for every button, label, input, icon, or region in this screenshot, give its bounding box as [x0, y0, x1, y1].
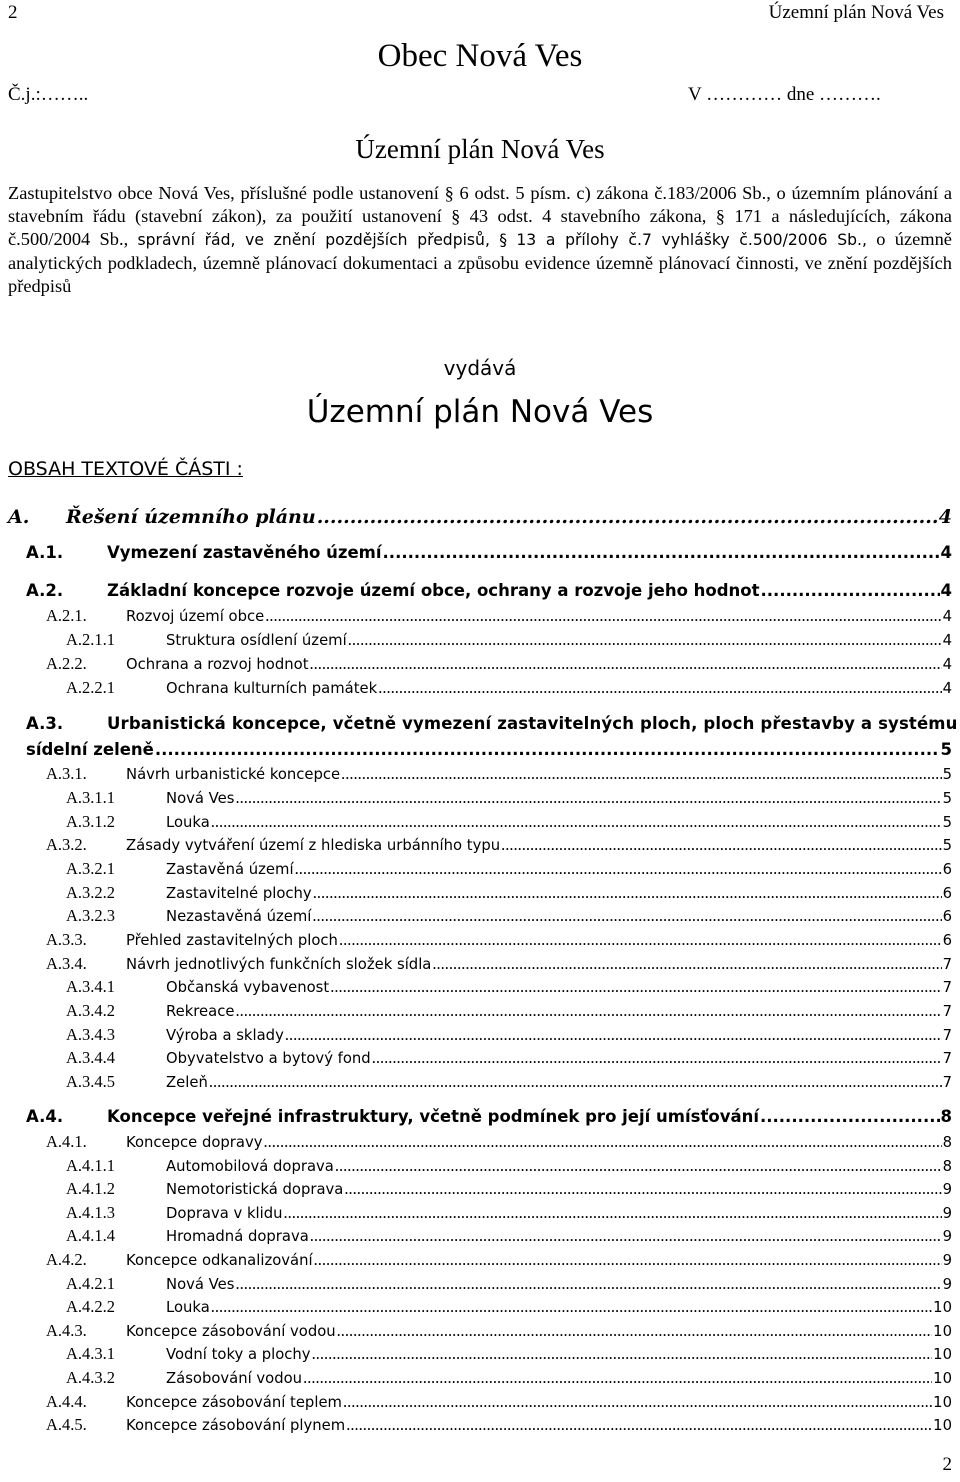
toc-leader-dots	[313, 883, 942, 903]
toc-leader-dots	[211, 1297, 932, 1317]
toc-leader-dots	[378, 678, 941, 698]
toc-leader-dots	[314, 1250, 942, 1270]
toc-entry-title: Louka	[166, 814, 210, 831]
toc-leader-dots	[303, 1368, 932, 1388]
toc-entry[interactable]	[66, 1156, 952, 1176]
toc-entry-number: A.3.2.	[46, 835, 87, 854]
toc-entry[interactable]	[66, 678, 952, 698]
section-sign: §	[451, 206, 461, 226]
toc-entry-title: Koncepce odkanalizování	[126, 1252, 313, 1269]
toc-entry-title: Zastavěná území	[166, 861, 294, 878]
toc-leader-dots	[209, 1072, 942, 1092]
toc-leader-dots	[312, 906, 941, 926]
toc-entry-title: Ochrana kulturních památek	[166, 680, 378, 697]
toc-leader-dots	[372, 1048, 942, 1068]
toc-entry[interactable]	[66, 1179, 952, 1199]
toc-leader-dots	[285, 1025, 942, 1045]
toc-entry[interactable]	[66, 1203, 952, 1223]
toc-entry-number: A.4.5.	[46, 1415, 87, 1434]
toc-entry-page: 10	[933, 1370, 952, 1387]
toc-entry-title: Zásady vytváření území z hlediska urbánního typu	[126, 837, 501, 854]
reference-number: Č.j.:……..	[8, 84, 89, 105]
place-and-date: V ………… dne ……….	[688, 84, 881, 105]
toc-entry-page: 8	[942, 1158, 952, 1175]
toc-entry-title: Obyvatelstvo a bytový fond	[166, 1050, 371, 1067]
toc-entry-title: Nezastavěná území	[166, 908, 312, 925]
toc-entry[interactable]	[66, 1025, 952, 1045]
toc-entry-title: Nová Ves	[166, 790, 235, 807]
toc-entry-number: A.3.2.3	[66, 906, 116, 925]
toc-entry-number: A.2.1.	[46, 606, 87, 625]
toc-entry-title: Návrh urbanistické koncepce	[126, 766, 341, 783]
toc-entry-page: 9	[942, 1181, 952, 1198]
toc-entry-page: 5	[942, 766, 952, 783]
toc-entry[interactable]	[46, 1321, 952, 1341]
toc-entry[interactable]	[26, 714, 958, 733]
toc-entry-number: A.1.	[26, 543, 64, 562]
toc-entry-title: Doprava v klidu	[166, 1205, 283, 1222]
toc-entry-title: Automobilová doprava	[166, 1158, 334, 1175]
toc-entry-number: A.3.	[26, 714, 64, 733]
toc-entry-number: A.4.2.2	[66, 1297, 116, 1316]
toc-entry-page: 10	[933, 1417, 952, 1434]
section-sign: §	[715, 206, 725, 226]
toc-entry[interactable]	[66, 906, 952, 926]
toc-entry-title: Zastavitelné plochy	[166, 885, 312, 902]
toc-entry-title: Nová Ves	[166, 1276, 235, 1293]
toc-leader-dots	[339, 930, 942, 950]
toc-leader-dots	[155, 740, 940, 759]
toc-leader-dots	[317, 506, 938, 528]
toc-entry-page: 9	[942, 1276, 952, 1293]
document-title: Územní plán Nová Ves	[355, 134, 605, 164]
toc-entry[interactable]	[66, 1001, 952, 1021]
running-title: Územní plán Nová Ves	[768, 2, 944, 23]
toc-entry[interactable]	[8, 506, 952, 528]
toc-entry-page: 10	[933, 1346, 952, 1363]
toc-leader-dots	[341, 764, 941, 784]
toc-entry-number: A.4.	[26, 1107, 64, 1126]
toc-leader-dots	[235, 1001, 941, 1021]
toc-entry-page: 7	[942, 1074, 952, 1091]
toc-entry-number: A.	[8, 506, 30, 528]
toc-leader-dots	[432, 954, 941, 974]
toc-leader-dots	[335, 1156, 942, 1176]
toc-entry-title: Občanská vybavenost	[166, 979, 330, 996]
toc-entry[interactable]	[26, 581, 952, 600]
toc-entry-page: 10	[933, 1394, 952, 1411]
toc-entry-number: A.3.4.3	[66, 1025, 116, 1044]
toc-entry-number: A.3.1.2	[66, 812, 116, 831]
toc-entry[interactable]	[46, 954, 952, 974]
toc-entry[interactable]	[46, 606, 952, 626]
intro-part-6: 13 a přílohy č.7 vyhlášky č.500/2006 Sb.,	[516, 231, 867, 249]
toc-leader-dots	[761, 581, 940, 600]
intro-part-1: Zastupitelstvo obce Nová Ves, příslušné podle ustanovení	[8, 183, 439, 203]
toc-entry-number: A.3.4.	[46, 954, 87, 973]
toc-entry-number: A.4.3.1	[66, 1344, 116, 1363]
toc-entry-title: Louka	[166, 1299, 210, 1316]
toc-entry-number: A.3.1.1	[66, 788, 116, 807]
toc-entry-page: 9	[942, 1252, 952, 1269]
toc-leader-dots	[284, 1203, 942, 1223]
toc-entry-number: A.2.1.1	[66, 630, 116, 649]
toc-entry-number: A.3.4.5	[66, 1072, 116, 1091]
toc-leader-dots	[265, 606, 941, 626]
toc-entry-title: Přehled zastavitelných ploch	[126, 932, 338, 949]
toc-leader-dots	[383, 543, 940, 562]
toc-entry-page: 7	[942, 1050, 952, 1067]
toc-entry-title: Rekreace	[166, 1003, 235, 1020]
toc-entry-page: 4	[940, 543, 952, 562]
toc-entry[interactable]	[66, 1274, 952, 1294]
document-title-large: Územní plán Nová Ves	[306, 394, 654, 430]
toc-entry[interactable]	[46, 1415, 952, 1435]
toc-leader-dots	[344, 1179, 941, 1199]
toc-entry-page: 4	[942, 608, 952, 625]
toc-entry-number: A.4.2.1	[66, 1274, 116, 1293]
toc-leader-dots	[263, 1132, 941, 1152]
toc-entry-title: Koncepce zásobování plynem	[126, 1417, 346, 1434]
toc-entry[interactable]	[66, 1048, 952, 1068]
toc-entry[interactable]	[26, 1107, 952, 1126]
toc-entry-page: 8	[940, 1107, 952, 1126]
toc-entry-page: 4	[942, 632, 952, 649]
toc-leader-dots	[343, 1392, 932, 1412]
footer-page-number: 2	[942, 1454, 952, 1475]
toc-leader-dots	[501, 835, 941, 855]
toc-entry-title-line-1: Urbanistická koncepce, včetně vymezení zastavitelných ploch, ploch přestavby a systému	[107, 714, 958, 733]
toc-entry-number: A.4.2.	[46, 1250, 87, 1269]
toc-entry-title-line-2: sídelní zeleně	[26, 740, 154, 759]
intro-part-3: 43 odst. 4 stavebního zákona,	[469, 206, 707, 226]
toc-entry-page: 5	[940, 740, 952, 759]
toc-entry[interactable]	[66, 977, 952, 997]
header-page-number: 2	[8, 2, 18, 23]
toc-leader-dots	[235, 788, 941, 808]
issues-verb: vydává	[443, 356, 517, 380]
toc-leader-dots	[312, 1344, 933, 1364]
toc-entry-number: A.3.1.	[46, 764, 87, 783]
toc-entry-number: A.4.3.2	[66, 1368, 116, 1387]
toc-leader-dots	[348, 630, 942, 650]
toc-entry[interactable]	[66, 859, 952, 879]
toc-entry-title: Návrh jednotlivých funkčních složek sídla	[126, 956, 432, 973]
toc-entry-title: Základní koncepce rozvoje území obce, ochrany a rozvoje jeho hodnot	[107, 581, 760, 600]
toc-entry[interactable]	[66, 883, 952, 903]
toc-entry-page: 5	[942, 814, 952, 831]
toc-entry-page: 4	[942, 656, 952, 673]
toc-entry-title: Koncepce zásobování vodou	[126, 1323, 336, 1340]
toc-entry-number: A.4.1.	[46, 1132, 87, 1151]
toc-entry[interactable]	[46, 1132, 952, 1152]
toc-entry-number: A.2.2.1	[66, 678, 116, 697]
toc-entry-title: Hromadná doprava	[166, 1228, 309, 1245]
toc-entry-page: 9	[942, 1228, 952, 1245]
toc-entry[interactable]	[66, 1297, 952, 1317]
toc-entry-title: Řešení územního plánu	[66, 506, 316, 528]
toc-entry[interactable]	[66, 1368, 952, 1388]
toc-entry[interactable]	[66, 788, 952, 808]
toc-leader-dots	[310, 1226, 942, 1246]
toc-entry[interactable]	[46, 1250, 952, 1270]
toc-entry-number: A.3.4.1	[66, 977, 116, 996]
toc-entry-page: 4	[938, 506, 952, 528]
toc-entry-page: 8	[942, 1134, 952, 1151]
toc-leader-dots	[310, 654, 942, 674]
toc-leader-dots	[337, 1321, 932, 1341]
toc-entry[interactable]	[46, 930, 952, 950]
toc-entry[interactable]	[26, 543, 952, 562]
toc-entry-number: A.4.1.3	[66, 1203, 116, 1222]
toc-entry[interactable]	[66, 630, 952, 650]
toc-entry-title: Vymezení zastavěného území	[107, 543, 382, 562]
toc-entry-page: 10	[933, 1299, 952, 1316]
toc-entry-page: 6	[942, 885, 952, 902]
toc-entry-page: 7	[942, 956, 952, 973]
toc-leader-dots	[235, 1274, 941, 1294]
toc-heading: OBSAH TEXTOVÉ ČÁSTI :	[8, 458, 243, 480]
toc-entry[interactable]	[66, 812, 952, 832]
section-sign: §	[499, 231, 508, 249]
municipality-title: Obec Nová Ves	[377, 38, 583, 74]
toc-entry-page: 6	[942, 861, 952, 878]
toc-entry-continuation[interactable]	[26, 740, 952, 759]
toc-entry-page: 6	[942, 908, 952, 925]
toc-entry-title: Koncepce zásobování teplem	[126, 1394, 342, 1411]
toc-entry-number: A.3.2.1	[66, 859, 116, 878]
toc-entry-title: Ochrana a rozvoj hodnot	[126, 656, 309, 673]
toc-entry[interactable]	[46, 835, 952, 855]
toc-entry-number: A.3.4.4	[66, 1048, 116, 1067]
toc-entry-number: A.3.3.	[46, 930, 87, 949]
toc-entry-number: A.4.1.2	[66, 1179, 116, 1198]
toc-entry-title: Struktura osídlení území	[166, 632, 347, 649]
toc-leader-dots	[295, 859, 942, 879]
toc-entry-number: A.4.1.1	[66, 1156, 116, 1175]
toc-entry[interactable]	[46, 1392, 952, 1412]
toc-leader-dots	[330, 977, 941, 997]
toc-entry-number: A.2.2.	[46, 654, 87, 673]
toc-entry-number: A.4.4.	[46, 1392, 87, 1411]
toc-entry-page: 4	[940, 581, 952, 600]
intro-part-5: správní řád, ve znění pozdějších předpisů,	[137, 231, 490, 249]
toc-entry-title: Rozvoj území obce	[126, 608, 265, 625]
toc-entry[interactable]	[66, 1226, 952, 1246]
toc-entry-number: A.3.4.2	[66, 1001, 116, 1020]
toc-entry-title: Výroba a sklady	[166, 1027, 284, 1044]
toc-entry-page: 6	[942, 932, 952, 949]
toc-entry-number: A.4.1.4	[66, 1226, 116, 1245]
toc-entry-title: Zásobování vodou	[166, 1370, 303, 1387]
toc-entry[interactable]	[66, 1072, 952, 1092]
toc-leader-dots	[211, 812, 942, 832]
toc-leader-dots	[760, 1107, 940, 1126]
toc-entry-title: Nemotoristická doprava	[166, 1181, 344, 1198]
toc-entry-page: 5	[942, 837, 952, 854]
intro-part-7: o územně analytických podkladech, územně plánovací dokumentaci a způsobu evidence územně plánovací činnosti, ve znění pozdějších předpisů	[8, 229, 952, 296]
section-sign: §	[444, 183, 454, 203]
toc-entry-title: Koncepce veřejné infrastruktury, včetně podmínek pro její umísťování	[107, 1107, 759, 1126]
toc-entry-number: A.4.3.	[46, 1321, 87, 1340]
toc-entry-page: 7	[942, 1003, 952, 1020]
intro-part-4: 171 a následujících, zákona č.500/2004 Sb.,	[8, 206, 952, 249]
toc-entry-title: Vodní toky a plochy	[166, 1346, 311, 1363]
toc-entry-title: Zeleň	[166, 1074, 208, 1091]
toc-entry[interactable]	[66, 1344, 952, 1364]
toc-entry-number: A.2.	[26, 581, 64, 600]
toc-entry[interactable]	[46, 654, 952, 674]
toc-entry[interactable]	[46, 764, 952, 784]
toc-entry-page: 7	[942, 979, 952, 996]
toc-entry-page: 4	[942, 680, 952, 697]
toc-entry-title: Koncepce dopravy	[126, 1134, 263, 1151]
intro-part-2: 6 odst. 5 písm. c) zákona č.183/2006 Sb., o územním plánování a stavebním řádu (stavební zákon), za použití ustanovení	[8, 183, 953, 226]
toc-entry-page: 7	[942, 1027, 952, 1044]
toc-entry-page: 9	[942, 1205, 952, 1222]
toc-entry-page: 5	[942, 790, 952, 807]
toc-leader-dots	[346, 1415, 932, 1435]
toc-entry-page: 10	[933, 1323, 952, 1340]
toc-entry-number: A.3.2.2	[66, 883, 116, 902]
